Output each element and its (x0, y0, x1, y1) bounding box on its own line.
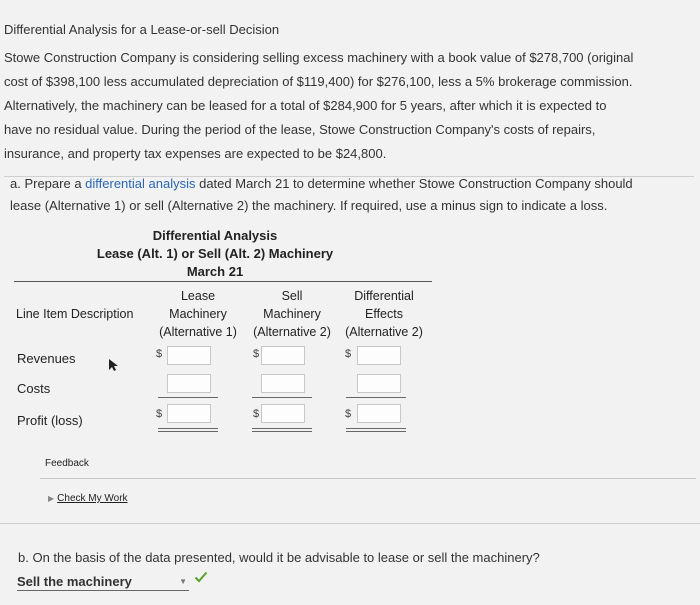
lease-costs-input[interactable] (167, 374, 211, 393)
part-a-line-2: lease (Alternative 1) or sell (Alternative 2) the machinery. If required, use a minus sign to indicate a loss. (10, 198, 608, 213)
sell-profit-input[interactable] (261, 404, 305, 423)
intro-line: Alternatively, the machinery can be leased for a total of $284,900 for 5 years, after which it is expected to (4, 98, 607, 113)
lease-profit-input[interactable] (167, 404, 211, 423)
differential-analysis-link[interactable]: differential analysis (85, 176, 196, 191)
feedback-label: Feedback (45, 458, 89, 469)
selected-answer: Sell the machinery (17, 573, 132, 589)
check-icon (194, 570, 208, 584)
col-header-diff-line: (Alternative 2) (345, 325, 423, 339)
col-header-description: Line Item Description (16, 307, 134, 321)
intro-line: Stowe Construction Company is considering selling excess machinery with a book value of $278,700 (original (4, 50, 634, 65)
problem-intro (4, 46, 694, 177)
header-separator (14, 281, 432, 282)
differential-costs-input[interactable] (357, 374, 401, 393)
currency-symbol: $ (156, 348, 163, 360)
col-header-sell-line: (Alternative 2) (253, 325, 331, 339)
dropdown-arrow-icon: ▼ (179, 576, 187, 586)
lease-or-sell-select[interactable] (17, 572, 189, 591)
col-header-diff-line: Effects (365, 307, 403, 321)
intro-line: insurance, and property tax expenses are expected to be $24,800. (4, 146, 387, 161)
col-header-diff-line: Differential (354, 289, 414, 303)
col-header-sell-line: Machinery (263, 307, 321, 321)
triangle-right-icon: ▶ (48, 494, 55, 503)
lease-revenues-input[interactable] (167, 346, 211, 365)
subtotal-underline (252, 397, 312, 398)
check-my-work-toggle[interactable] (48, 493, 128, 504)
col-header-lease (150, 287, 246, 341)
col-header-lease-line: Lease (180, 289, 216, 303)
sell-costs-input[interactable] (261, 374, 305, 393)
col-header-lease-line: (Alternative 1) (159, 325, 237, 339)
sell-revenues-input[interactable] (261, 346, 305, 365)
analysis-date: March 21 (186, 264, 244, 279)
col-header-sell (244, 287, 340, 341)
total-double-underline (252, 428, 312, 432)
row-label-profit-loss: Profit (loss) (17, 413, 83, 428)
currency-symbol: $ (345, 408, 352, 420)
subtotal-underline (158, 397, 218, 398)
total-double-underline (158, 428, 218, 432)
currency-symbol: $ (345, 348, 352, 360)
intro-line: cost of $398,100 less accumulated depreciation of $119,400) for $276,100, less a 5% brokerage commission. (4, 74, 633, 89)
part-b-question: b. On the basis of the data presented, would it be advisable to lease or sell the machinery? (18, 550, 540, 565)
part-a-prefix: a. Prepare a (10, 176, 86, 191)
check-my-work-label: Check My Work (57, 493, 128, 504)
part-a-instructions (10, 173, 695, 217)
differential-profit-input[interactable] (357, 404, 401, 423)
feedback-separator (40, 478, 696, 479)
currency-symbol: $ (253, 408, 260, 420)
differential-revenues-input[interactable] (357, 346, 401, 365)
part-a-suffix: dated March 21 to determine whether Stowe Construction Company should (195, 176, 633, 191)
currency-symbol: $ (253, 348, 260, 360)
subtotal-underline (346, 397, 406, 398)
row-label-revenues: Revenues (17, 351, 76, 366)
total-double-underline (346, 428, 406, 432)
currency-symbol: $ (156, 408, 163, 420)
col-header-sell-line: Sell (281, 289, 303, 303)
mouse-cursor-icon (108, 358, 118, 372)
analysis-title: Differential Analysis (152, 228, 278, 243)
part-a-line-1 (10, 173, 695, 195)
col-header-lease-line: Machinery (169, 307, 227, 321)
part-b-divider (0, 523, 700, 524)
analysis-subtitle: Lease (Alt. 1) or Sell (Alt. 2) Machinery (96, 246, 334, 261)
intro-line: have no residual value. During the period of the lease, Stowe Construction Company's costs of repairs, (4, 122, 596, 137)
page-title: Differential Analysis for a Lease-or-sell Decision (4, 22, 280, 37)
col-header-differential (338, 287, 430, 341)
row-label-costs: Costs (17, 381, 51, 396)
